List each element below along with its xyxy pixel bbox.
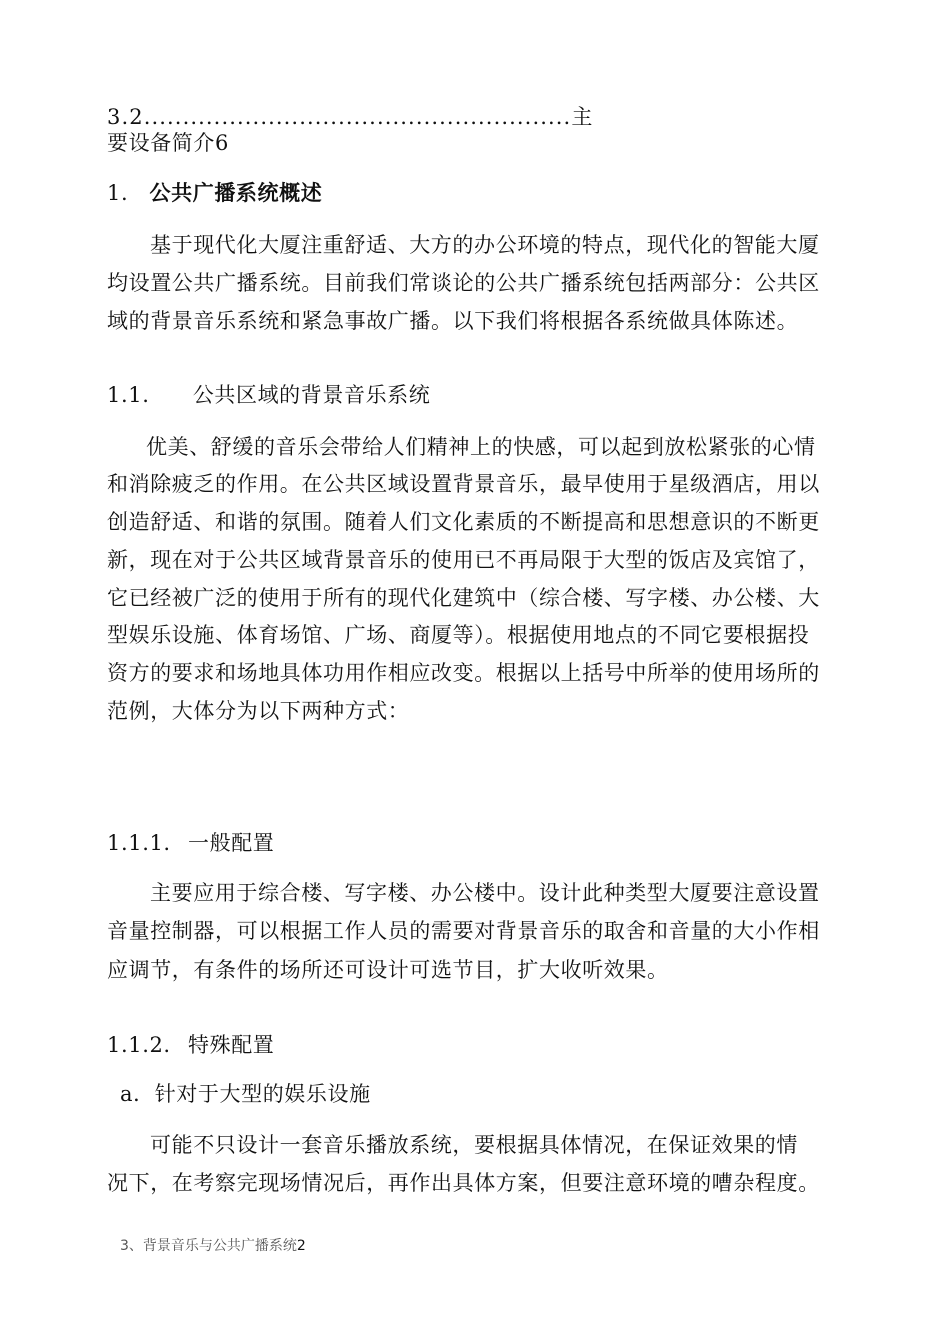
paragraph-line: 型娱乐设施、体育场馆、广场、商厦等）。根据使用地点的不同它要根据投 (107, 623, 810, 647)
paragraph-line: 况下，在考察完现场情况后，再作出具体方案，但要注意环境的嘈杂程度。 (107, 1171, 820, 1195)
paragraph-line: 可能不只设计一套音乐播放系统，要根据具体情况，在保证效果的情 (150, 1133, 798, 1157)
list-item-a: a．针对于大型的娱乐设施 (120, 1082, 371, 1106)
paragraph-line: 资方的要求和场地具体功用作相应改变。根据以上括号中所举的使用场所的 (107, 661, 820, 685)
section-number: 1.1.1. (107, 831, 171, 855)
section-number: 1.1. (107, 383, 150, 407)
section-title: 一般配置 (188, 831, 275, 855)
footer-text: 3、背景音乐与公共广播系统 (120, 1238, 297, 1254)
section-heading-1-1-1 (107, 828, 847, 858)
paragraph-line: 它已经被广泛的使用于所有的现代化建筑中（综合楼、写字楼、办公楼、大 (107, 586, 820, 610)
paragraph-line: 基于现代化大厦注重舒适、大方的办公环境的特点，现代化的智能大厦 (150, 233, 820, 257)
toc-footer-entry (120, 1236, 306, 1256)
section-number: 1.1.2. (107, 1033, 171, 1057)
footer-page-number: 2 (296, 1238, 306, 1254)
section-title: 公共区域的背景音乐系统 (192, 383, 431, 407)
toc-entry-line-1: 3.2.......................................................主 (107, 105, 594, 129)
section-number: 1. (107, 181, 129, 205)
paragraph-line: 优美、舒缓的音乐会带给人们精神上的快感，可以起到放松紧张的心情 (146, 435, 816, 459)
paragraph-line: 范例，大体分为以下两种方式： (107, 699, 410, 723)
paragraph-line: 和消除疲乏的作用。在公共区域设置背景音乐，最早使用于星级酒店，用以 (107, 472, 820, 496)
section-heading-1-1 (107, 380, 847, 410)
paragraph-line: 主要应用于综合楼、写字楼、办公楼中。设计此种类型大厦要注意设置 (150, 881, 820, 905)
section-heading-1 (107, 178, 847, 208)
paragraph-line: 应调节，有条件的场所还可设计可选节目，扩大收听效果。 (107, 958, 669, 982)
section-title: 公共广播系统概述 (149, 181, 323, 205)
paragraph-line: 音量控制器，可以根据工作人员的需要对背景音乐的取舍和音量的大小作相 (107, 919, 820, 943)
section-heading-1-1-2 (107, 1030, 847, 1060)
paragraph-line: 均设置公共广播系统。目前我们常谈论的公共广播系统包括两部分：公共区 (107, 271, 820, 295)
paragraph-line: 新，现在对于公共区域背景音乐的使用已不再局限于大型的饭店及宾馆了， (107, 548, 820, 572)
toc-entry-line-2: 要设备简介6 (107, 131, 229, 155)
section-title: 特殊配置 (188, 1033, 275, 1057)
paragraph-line: 创造舒适、和谐的氛围。随着人们文化素质的不断提高和思想意识的不断更 (107, 510, 820, 534)
paragraph-line: 域的背景音乐系统和紧急事故广播。以下我们将根据各系统做具体陈述。 (107, 309, 799, 333)
